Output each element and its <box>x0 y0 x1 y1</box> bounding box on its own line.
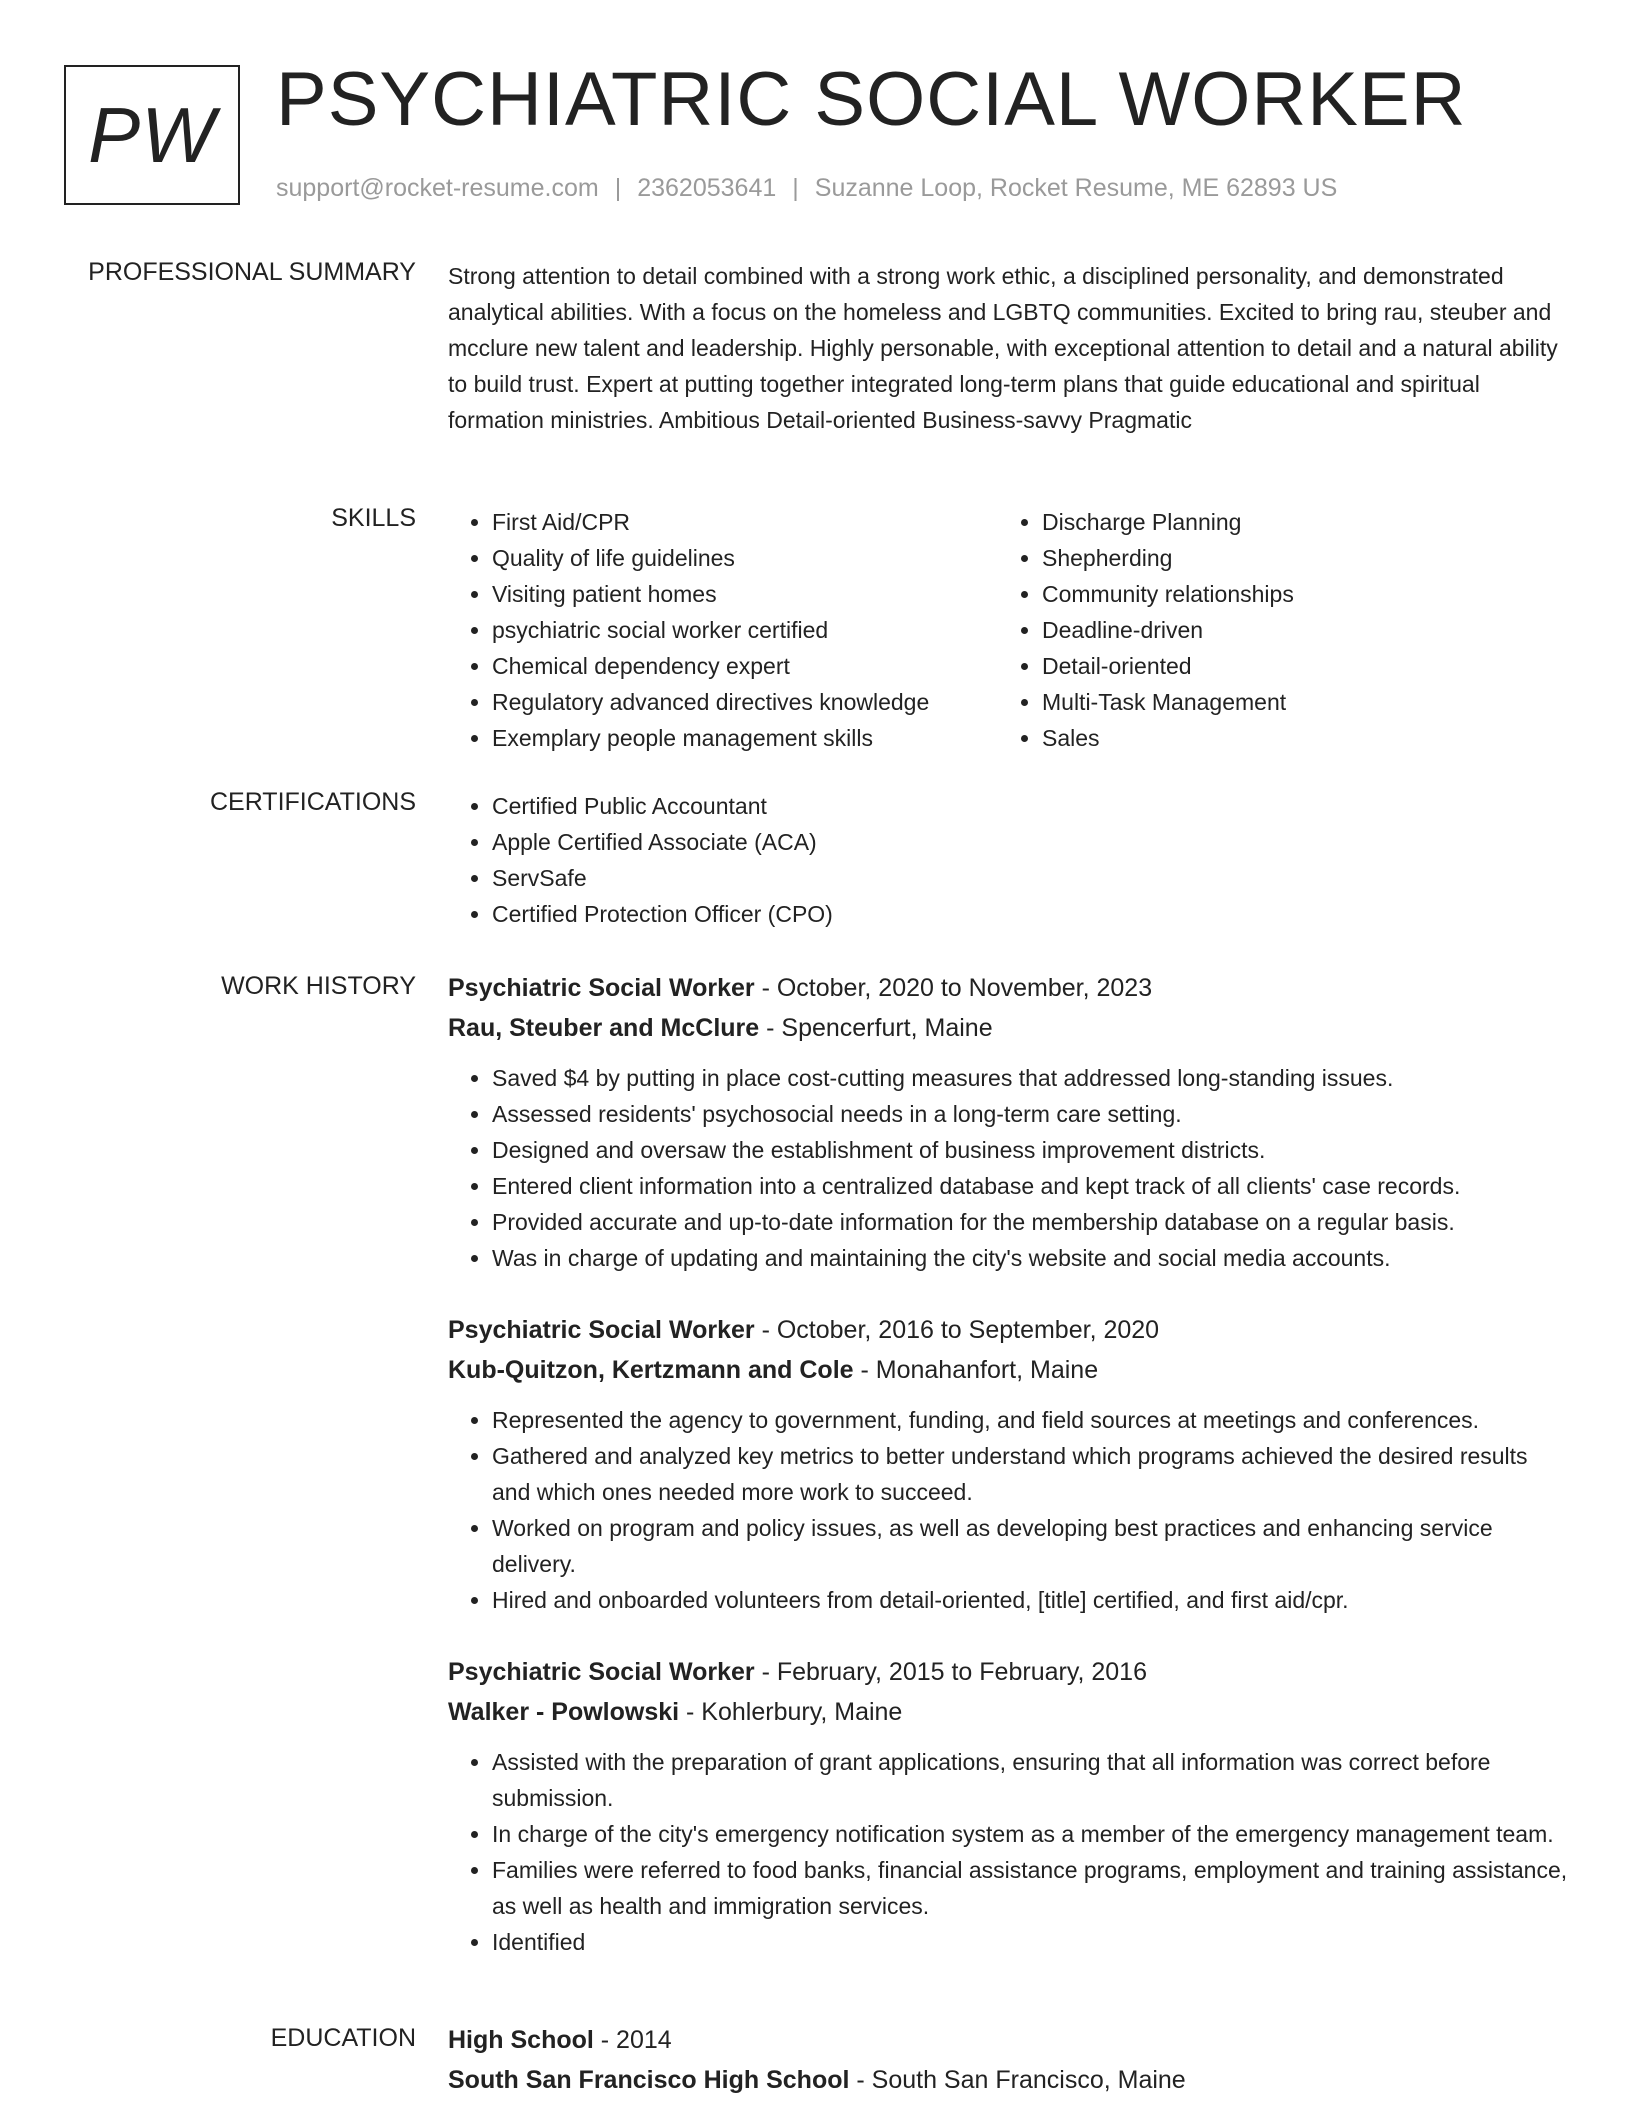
job-title-line <box>448 1652 1568 1692</box>
certifications-list <box>448 788 1568 932</box>
job-bullet: • Assisted with the preparation of grant applications, ensuring that all information was correct before submission. <box>492 1744 1568 1816</box>
contact-separator: | <box>614 174 622 202</box>
contact-separator: | <box>792 174 799 202</box>
education-school-line <box>448 2060 1568 2100</box>
job-company: Kub-Quitzon, Kertzmann and Cole <box>448 1356 854 1384</box>
job-entry <box>448 968 1568 1276</box>
contact-address: Suzanne Loop, Rocket Resume, ME 62893 US <box>814 174 1338 202</box>
job-bullets <box>448 1402 1568 1618</box>
education-body <box>448 2020 1568 2100</box>
education-location: - South San Francisco, Maine <box>849 2066 1186 2094</box>
job-bullet: • Worked on program and policy issues, as well as developing best practices and enhancing service delivery. <box>492 1510 1568 1582</box>
job-bullet: • Gathered and analyzed key metrics to better understand which programs achieved the desired results and which ones needed more work to succeed. <box>492 1438 1568 1510</box>
job-dates: - October, 2020 to November, 2023 <box>754 974 1153 1002</box>
job-entry <box>448 1310 1568 1618</box>
job-bullets <box>448 1060 1568 1276</box>
job-bullet: • Entered client information into a centralized database and kept track of all clients' case records. <box>492 1168 1568 1204</box>
skill-item: • Multi-Task Management <box>1042 684 1518 720</box>
job-entry <box>448 1652 1568 1960</box>
job-location: - Monahanfort, Maine <box>853 1356 1099 1384</box>
work-history-label: WORK HISTORY <box>221 972 416 1000</box>
job-title-line <box>448 968 1568 1008</box>
skill-item: • Sales <box>1042 720 1518 756</box>
certification-item: • Certified Public Accountant <box>492 788 1568 824</box>
education-degree: High School <box>448 2026 594 2054</box>
monogram-initials: PW <box>88 90 216 179</box>
job-bullet: • Was in charge of updating and maintaining the city's website and social media accounts. <box>492 1240 1568 1276</box>
job-title: Psychiatric Social Worker <box>448 974 755 1002</box>
job-title-line <box>448 1310 1568 1350</box>
skills-list-col1 <box>448 504 998 756</box>
summary-text: Strong attention to detail combined with a strong work ethic, a disciplined personality, and demonstrated analytical abilities. With a focus on the homeless and LGBTQ communities. Excited to bring rau, steuber and mcclure new talent and leadership. Highly personable, with exceptional attention to detail and a natural ability to build trust. Expert at putting together integrated long-term plans that guide educational and spiritual formation ministries. Ambitious Detail-oriented Business-savvy Pragmatic <box>448 263 1558 433</box>
job-title: Psychiatric Social Worker <box>448 1658 755 1686</box>
contact-email[interactable]: support@rocket-resume.com <box>276 174 599 202</box>
education-label: EDUCATION <box>270 2024 416 2052</box>
job-company-line <box>448 1692 1568 1732</box>
job-bullet: • Saved $4 by putting in place cost-cutting measures that addressed long-standing issues. <box>492 1060 1568 1096</box>
certification-item: • ServSafe <box>492 860 1568 896</box>
skill-item: • Quality of life guidelines <box>492 540 998 576</box>
job-bullet: • Provided accurate and up-to-date information for the membership database on a regular basis. <box>492 1204 1568 1240</box>
skill-item: • Shepherding <box>1042 540 1518 576</box>
skill-item: • Deadline-driven <box>1042 612 1518 648</box>
job-bullet: • Identified <box>492 1924 1568 1960</box>
job-bullet: • Families were referred to food banks, financial assistance programs, employment and training assistance, as well as health and immigration services. <box>492 1852 1568 1924</box>
job-bullet: • Represented the agency to government, funding, and field sources at meetings and conferences. <box>492 1402 1568 1438</box>
skill-item: • Chemical dependency expert <box>492 648 998 684</box>
job-bullet: • Assessed residents' psychosocial needs in a long-term care setting. <box>492 1096 1568 1132</box>
certifications-body <box>448 788 1568 932</box>
job-dates: - October, 2016 to September, 2020 <box>754 1316 1160 1344</box>
job-location: - Kohlerbury, Maine <box>679 1698 903 1726</box>
job-bullet: • Hired and onboarded volunteers from detail-oriented, [title] certified, and first aid/cpr. <box>492 1582 1568 1618</box>
skill-item: • Discharge Planning <box>1042 504 1518 540</box>
skill-item: • Visiting patient homes <box>492 576 998 612</box>
job-location: - Spencerfurt, Maine <box>759 1014 993 1042</box>
job-bullet: • In charge of the city's emergency notification system as a member of the emergency management team. <box>492 1816 1568 1852</box>
job-company: Walker - Powlowski <box>448 1698 680 1726</box>
skills-list-col2 <box>998 504 1518 756</box>
education-degree-line <box>448 2020 1568 2060</box>
skill-item: • Regulatory advanced directives knowledge <box>492 684 998 720</box>
education-school: South San Francisco High School <box>448 2066 850 2094</box>
page-title: PSYCHIATRIC SOCIAL WORKER <box>276 57 1467 142</box>
skill-item: • First Aid/CPR <box>492 504 998 540</box>
job-company-line <box>448 1350 1568 1390</box>
job-bullets <box>448 1744 1568 1960</box>
contact-phone[interactable]: 2362053641 <box>637 174 777 202</box>
skill-item: • Detail-oriented <box>1042 648 1518 684</box>
job-title: Psychiatric Social Worker <box>448 1316 755 1344</box>
monogram-box <box>64 65 240 205</box>
job-bullet: • Designed and oversaw the establishment of business improvement districts. <box>492 1132 1568 1168</box>
education-year: - 2014 <box>593 2026 672 2054</box>
job-company: Rau, Steuber and McClure <box>448 1014 760 1042</box>
summary-label: PROFESSIONAL SUMMARY <box>88 258 416 286</box>
certification-item: • Certified Protection Officer (CPO) <box>492 896 1568 932</box>
job-dates: - February, 2015 to February, 2016 <box>754 1658 1147 1686</box>
skills-label: SKILLS <box>331 504 416 532</box>
skills-body <box>448 504 1568 756</box>
certification-item: • Apple Certified Associate (ACA) <box>492 824 1568 860</box>
skill-item: • psychiatric social worker certified <box>492 612 998 648</box>
skill-item: • Community relationships <box>1042 576 1518 612</box>
job-company-line <box>448 1008 1568 1048</box>
work-history-body <box>448 968 1568 1994</box>
certifications-label: CERTIFICATIONS <box>209 788 416 816</box>
skill-item: • Exemplary people management skills <box>492 720 998 756</box>
contact-line <box>276 174 1337 203</box>
